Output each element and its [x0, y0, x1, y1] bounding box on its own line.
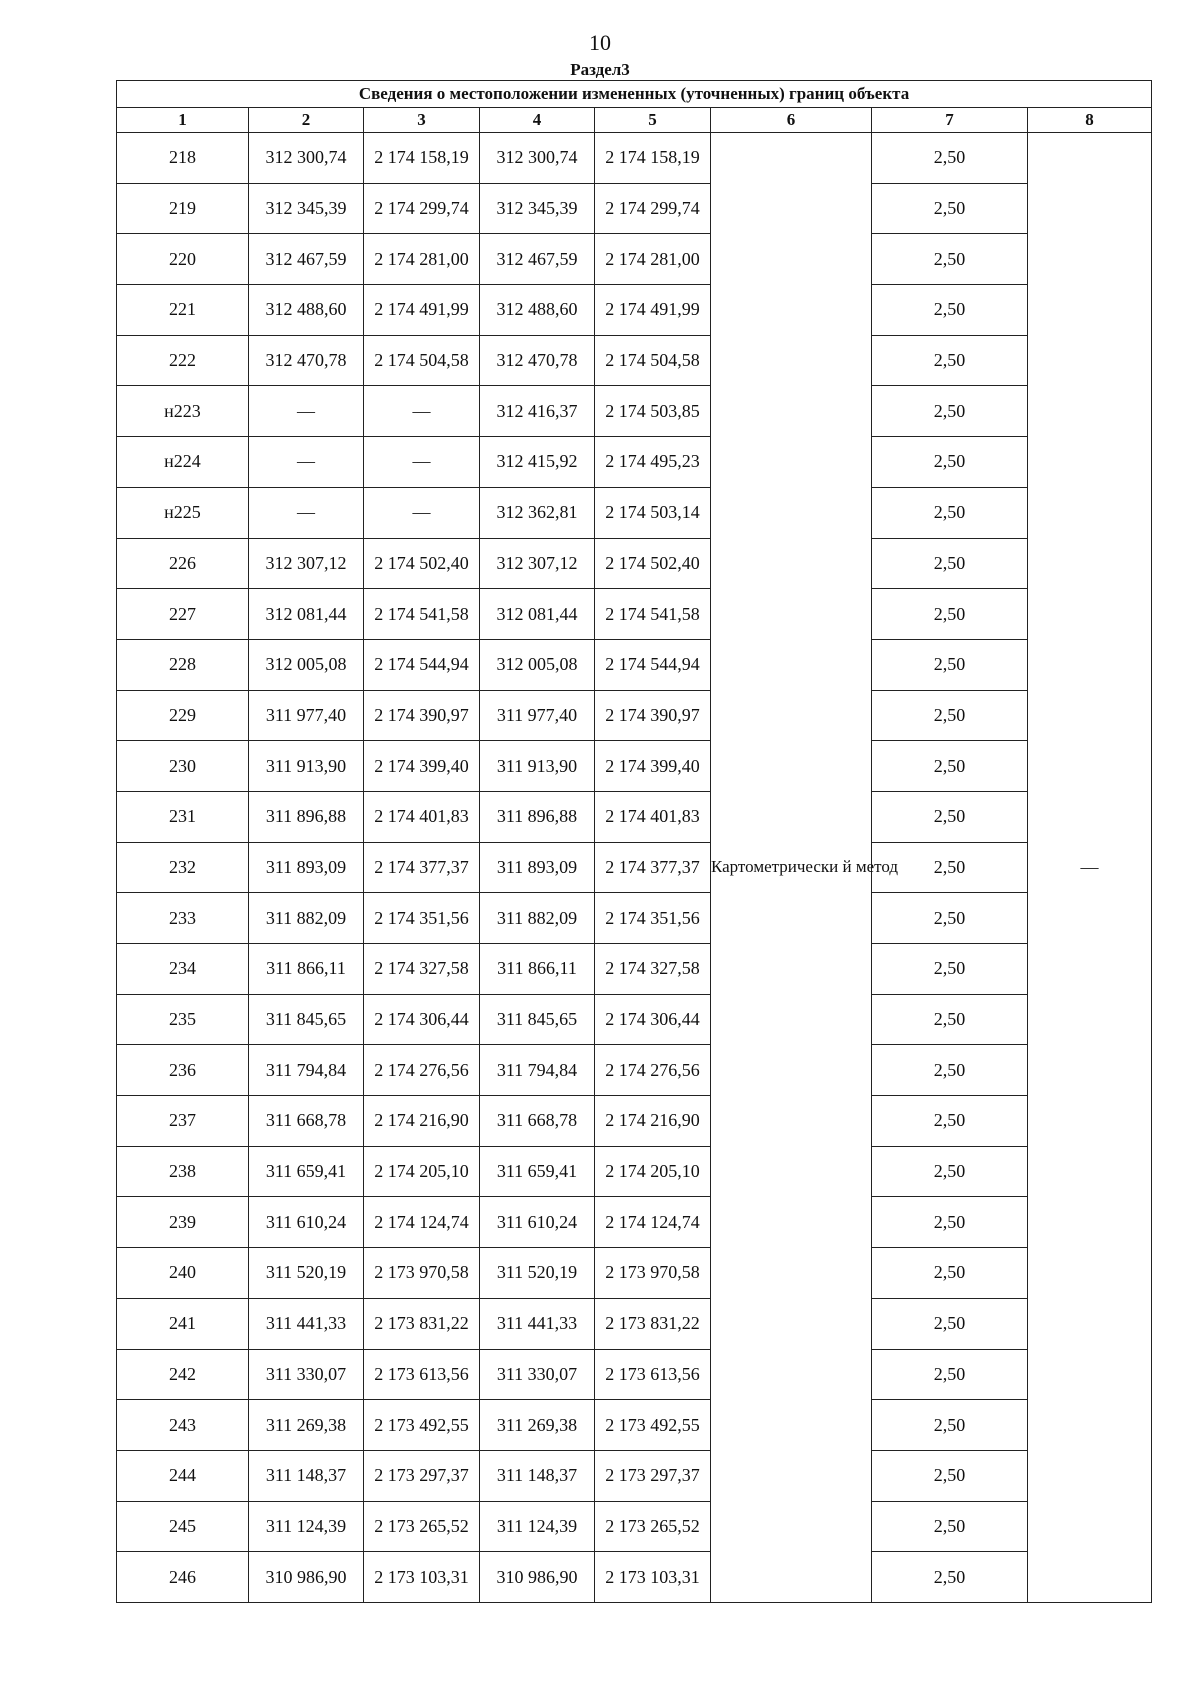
old-x-cell: 312 300,74 — [249, 133, 364, 184]
new-y-cell: 2 173 492,55 — [595, 1400, 711, 1451]
old-y-cell: 2 174 306,44 — [364, 994, 480, 1045]
new-x-cell: 312 307,12 — [480, 538, 595, 589]
old-x-cell: 311 845,65 — [249, 994, 364, 1045]
point-number-cell: н224 — [117, 437, 249, 488]
method-cell: Картометрически й метод — [711, 133, 872, 1603]
table-row — [117, 1197, 1152, 1248]
accuracy-cell: 2,50 — [872, 335, 1028, 386]
new-x-cell: 312 005,08 — [480, 639, 595, 690]
new-x-cell: 311 893,09 — [480, 842, 595, 893]
table-row — [117, 285, 1152, 336]
old-x-cell: — — [249, 487, 364, 538]
accuracy-cell: 2,50 — [872, 1501, 1028, 1552]
old-x-cell: 312 467,59 — [249, 234, 364, 285]
table-row — [117, 690, 1152, 741]
accuracy-cell: 2,50 — [872, 791, 1028, 842]
old-y-cell: 2 174 377,37 — [364, 842, 480, 893]
accuracy-cell: 2,50 — [872, 589, 1028, 640]
old-y-cell: 2 174 216,90 — [364, 1096, 480, 1147]
table-caption-row — [117, 81, 1152, 108]
table-row — [117, 1045, 1152, 1096]
table-row — [117, 133, 1152, 184]
page-number: 10 — [589, 30, 611, 55]
new-x-cell: 311 124,39 — [480, 1501, 595, 1552]
table-row — [117, 183, 1152, 234]
point-number-cell: 227 — [117, 589, 249, 640]
accuracy-cell: 2,50 — [872, 842, 1028, 893]
old-y-cell: — — [364, 437, 480, 488]
new-x-cell: 311 794,84 — [480, 1045, 595, 1096]
new-y-cell: 2 174 390,97 — [595, 690, 711, 741]
new-x-cell: 312 467,59 — [480, 234, 595, 285]
old-y-cell: 2 174 205,10 — [364, 1146, 480, 1197]
old-x-cell: 311 896,88 — [249, 791, 364, 842]
old-y-cell: 2 173 103,31 — [364, 1552, 480, 1603]
new-x-cell: 312 345,39 — [480, 183, 595, 234]
new-x-cell: 312 470,78 — [480, 335, 595, 386]
column-number: 4 — [480, 108, 595, 133]
old-y-cell: 2 173 970,58 — [364, 1248, 480, 1299]
point-number-cell: н223 — [117, 386, 249, 437]
accuracy-cell: 2,50 — [872, 538, 1028, 589]
old-y-cell: 2 173 492,55 — [364, 1400, 480, 1451]
accuracy-cell: 2,50 — [872, 893, 1028, 944]
new-x-cell: 311 269,38 — [480, 1400, 595, 1451]
new-x-cell: 312 362,81 — [480, 487, 595, 538]
old-x-cell: 311 520,19 — [249, 1248, 364, 1299]
new-y-cell: 2 174 502,40 — [595, 538, 711, 589]
old-x-cell: 311 659,41 — [249, 1146, 364, 1197]
point-number-cell: 230 — [117, 741, 249, 792]
table-row — [117, 386, 1152, 437]
new-x-cell: 312 081,44 — [480, 589, 595, 640]
new-x-cell: 310 986,90 — [480, 1552, 595, 1603]
old-y-cell: 2 174 390,97 — [364, 690, 480, 741]
new-y-cell: 2 174 503,14 — [595, 487, 711, 538]
old-x-cell: 312 488,60 — [249, 285, 364, 336]
old-y-cell: 2 173 831,22 — [364, 1298, 480, 1349]
new-y-cell: 2 174 495,23 — [595, 437, 711, 488]
old-y-cell: 2 174 544,94 — [364, 639, 480, 690]
table-row — [117, 1146, 1152, 1197]
old-x-cell: 311 866,11 — [249, 944, 364, 995]
column-number: 7 — [872, 108, 1028, 133]
point-number-cell: 233 — [117, 893, 249, 944]
new-y-cell: 2 174 351,56 — [595, 893, 711, 944]
old-y-cell: — — [364, 386, 480, 437]
new-x-cell: 312 488,60 — [480, 285, 595, 336]
old-y-cell: 2 174 158,19 — [364, 133, 480, 184]
old-x-cell: 310 986,90 — [249, 1552, 364, 1603]
old-x-cell: 311 330,07 — [249, 1349, 364, 1400]
point-number-cell: 221 — [117, 285, 249, 336]
new-x-cell: 312 415,92 — [480, 437, 595, 488]
column-number: 8 — [1028, 108, 1152, 133]
table-row — [117, 639, 1152, 690]
new-x-cell: 311 845,65 — [480, 994, 595, 1045]
new-y-cell: 2 174 124,74 — [595, 1197, 711, 1248]
old-x-cell: 312 470,78 — [249, 335, 364, 386]
point-number-cell: 235 — [117, 994, 249, 1045]
accuracy-cell: 2,50 — [872, 487, 1028, 538]
new-y-cell: 2 173 103,31 — [595, 1552, 711, 1603]
old-x-cell: 311 148,37 — [249, 1450, 364, 1501]
old-x-cell: — — [249, 386, 364, 437]
new-x-cell: 311 330,07 — [480, 1349, 595, 1400]
table-row — [117, 437, 1152, 488]
accuracy-cell: 2,50 — [872, 1146, 1028, 1197]
new-y-cell: 2 173 297,37 — [595, 1450, 711, 1501]
table-row — [117, 1400, 1152, 1451]
table-row — [117, 538, 1152, 589]
old-y-cell: 2 174 281,00 — [364, 234, 480, 285]
old-y-cell: 2 174 491,99 — [364, 285, 480, 336]
new-x-cell: 311 668,78 — [480, 1096, 595, 1147]
new-y-cell: 2 174 281,00 — [595, 234, 711, 285]
column-number: 2 — [249, 108, 364, 133]
coordinates-table — [116, 80, 1152, 1603]
column-number-row — [117, 108, 1152, 133]
new-x-cell: 311 977,40 — [480, 690, 595, 741]
point-number-cell: 222 — [117, 335, 249, 386]
column-number: 5 — [595, 108, 711, 133]
accuracy-cell: 2,50 — [872, 944, 1028, 995]
point-number-cell: 226 — [117, 538, 249, 589]
point-number-cell: 237 — [117, 1096, 249, 1147]
new-y-cell: 2 173 613,56 — [595, 1349, 711, 1400]
table-row — [117, 842, 1152, 893]
old-y-cell: 2 173 297,37 — [364, 1450, 480, 1501]
new-y-cell: 2 174 399,40 — [595, 741, 711, 792]
accuracy-cell: 2,50 — [872, 1552, 1028, 1603]
new-y-cell: 2 173 970,58 — [595, 1248, 711, 1299]
old-x-cell: 311 913,90 — [249, 741, 364, 792]
old-x-cell: 311 441,33 — [249, 1298, 364, 1349]
old-x-cell: 311 794,84 — [249, 1045, 364, 1096]
column-8-cell: — — [1028, 133, 1152, 1603]
point-number-cell: 219 — [117, 183, 249, 234]
table-row — [117, 893, 1152, 944]
table-row — [117, 1096, 1152, 1147]
accuracy-cell: 2,50 — [872, 1197, 1028, 1248]
new-y-cell: 2 174 377,37 — [595, 842, 711, 893]
column-number: 1 — [117, 108, 249, 133]
old-x-cell: 312 081,44 — [249, 589, 364, 640]
new-y-cell: 2 174 306,44 — [595, 994, 711, 1045]
old-y-cell: 2 174 502,40 — [364, 538, 480, 589]
accuracy-cell: 2,50 — [872, 386, 1028, 437]
table-caption: Сведения о местоположении измененных (уточненных) границ объекта — [117, 81, 1152, 108]
new-y-cell: 2 174 216,90 — [595, 1096, 711, 1147]
old-y-cell: 2 174 299,74 — [364, 183, 480, 234]
new-x-cell: 311 520,19 — [480, 1248, 595, 1299]
point-number-cell: 238 — [117, 1146, 249, 1197]
accuracy-cell: 2,50 — [872, 994, 1028, 1045]
column-number: 6 — [711, 108, 872, 133]
old-y-cell: 2 174 399,40 — [364, 741, 480, 792]
accuracy-cell: 2,50 — [872, 1450, 1028, 1501]
old-x-cell: 311 977,40 — [249, 690, 364, 741]
old-x-cell: 312 307,12 — [249, 538, 364, 589]
old-x-cell: 311 668,78 — [249, 1096, 364, 1147]
accuracy-cell: 2,50 — [872, 639, 1028, 690]
old-x-cell: — — [249, 437, 364, 488]
old-y-cell: 2 174 504,58 — [364, 335, 480, 386]
new-y-cell: 2 174 327,58 — [595, 944, 711, 995]
new-x-cell: 311 882,09 — [480, 893, 595, 944]
point-number-cell: 228 — [117, 639, 249, 690]
old-x-cell: 312 005,08 — [249, 639, 364, 690]
old-y-cell: 2 173 613,56 — [364, 1349, 480, 1400]
new-x-cell: 311 896,88 — [480, 791, 595, 842]
accuracy-cell: 2,50 — [872, 437, 1028, 488]
point-number-cell: 243 — [117, 1400, 249, 1451]
table-row — [117, 335, 1152, 386]
accuracy-cell: 2,50 — [872, 690, 1028, 741]
section-title: Раздел3 — [570, 60, 630, 79]
new-y-cell: 2 174 401,83 — [595, 791, 711, 842]
point-number-cell: 234 — [117, 944, 249, 995]
new-x-cell: 312 300,74 — [480, 133, 595, 184]
point-number-cell: 242 — [117, 1349, 249, 1400]
point-number-cell: 246 — [117, 1552, 249, 1603]
new-x-cell: 312 416,37 — [480, 386, 595, 437]
old-x-cell: 311 893,09 — [249, 842, 364, 893]
accuracy-cell: 2,50 — [872, 1248, 1028, 1299]
table-row — [117, 1349, 1152, 1400]
old-y-cell: 2 174 351,56 — [364, 893, 480, 944]
new-y-cell: 2 174 205,10 — [595, 1146, 711, 1197]
old-x-cell: 311 610,24 — [249, 1197, 364, 1248]
point-number-cell: 236 — [117, 1045, 249, 1096]
table-row — [117, 944, 1152, 995]
point-number-cell: 240 — [117, 1248, 249, 1299]
table-row — [117, 234, 1152, 285]
accuracy-cell: 2,50 — [872, 741, 1028, 792]
table-body — [117, 133, 1152, 1603]
old-y-cell: 2 174 276,56 — [364, 1045, 480, 1096]
new-x-cell: 311 610,24 — [480, 1197, 595, 1248]
old-x-cell: 311 882,09 — [249, 893, 364, 944]
point-number-cell: 245 — [117, 1501, 249, 1552]
point-number-cell: 244 — [117, 1450, 249, 1501]
point-number-cell: 218 — [117, 133, 249, 184]
table-row — [117, 1298, 1152, 1349]
new-y-cell: 2 174 541,58 — [595, 589, 711, 640]
new-y-cell: 2 174 158,19 — [595, 133, 711, 184]
point-number-cell: 239 — [117, 1197, 249, 1248]
new-x-cell: 311 913,90 — [480, 741, 595, 792]
old-x-cell: 312 345,39 — [249, 183, 364, 234]
old-x-cell: 311 124,39 — [249, 1501, 364, 1552]
accuracy-cell: 2,50 — [872, 234, 1028, 285]
point-number-cell: 229 — [117, 690, 249, 741]
accuracy-cell: 2,50 — [872, 1400, 1028, 1451]
point-number-cell: 232 — [117, 842, 249, 893]
new-x-cell: 311 659,41 — [480, 1146, 595, 1197]
new-y-cell: 2 174 503,85 — [595, 386, 711, 437]
new-y-cell: 2 173 265,52 — [595, 1501, 711, 1552]
table-row — [117, 1552, 1152, 1603]
table-row — [117, 1501, 1152, 1552]
point-number-cell: н225 — [117, 487, 249, 538]
table-row — [117, 791, 1152, 842]
table-row — [117, 589, 1152, 640]
accuracy-cell: 2,50 — [872, 1045, 1028, 1096]
new-y-cell: 2 174 504,58 — [595, 335, 711, 386]
new-x-cell: 311 866,11 — [480, 944, 595, 995]
table-row — [117, 994, 1152, 1045]
new-x-cell: 311 148,37 — [480, 1450, 595, 1501]
new-y-cell: 2 174 276,56 — [595, 1045, 711, 1096]
column-number: 3 — [364, 108, 480, 133]
old-x-cell: 311 269,38 — [249, 1400, 364, 1451]
old-y-cell: 2 173 265,52 — [364, 1501, 480, 1552]
accuracy-cell: 2,50 — [872, 183, 1028, 234]
accuracy-cell: 2,50 — [872, 1298, 1028, 1349]
table-row — [117, 1450, 1152, 1501]
new-y-cell: 2 174 491,99 — [595, 285, 711, 336]
old-y-cell: 2 174 327,58 — [364, 944, 480, 995]
table-row — [117, 741, 1152, 792]
table-row — [117, 487, 1152, 538]
new-y-cell: 2 174 544,94 — [595, 639, 711, 690]
old-y-cell: 2 174 401,83 — [364, 791, 480, 842]
new-x-cell: 311 441,33 — [480, 1298, 595, 1349]
accuracy-cell: 2,50 — [872, 1096, 1028, 1147]
table-row — [117, 1248, 1152, 1299]
accuracy-cell: 2,50 — [872, 1349, 1028, 1400]
old-y-cell: — — [364, 487, 480, 538]
accuracy-cell: 2,50 — [872, 285, 1028, 336]
new-y-cell: 2 173 831,22 — [595, 1298, 711, 1349]
point-number-cell: 220 — [117, 234, 249, 285]
accuracy-cell: 2,50 — [872, 133, 1028, 184]
point-number-cell: 231 — [117, 791, 249, 842]
old-y-cell: 2 174 124,74 — [364, 1197, 480, 1248]
point-number-cell: 241 — [117, 1298, 249, 1349]
old-y-cell: 2 174 541,58 — [364, 589, 480, 640]
new-y-cell: 2 174 299,74 — [595, 183, 711, 234]
